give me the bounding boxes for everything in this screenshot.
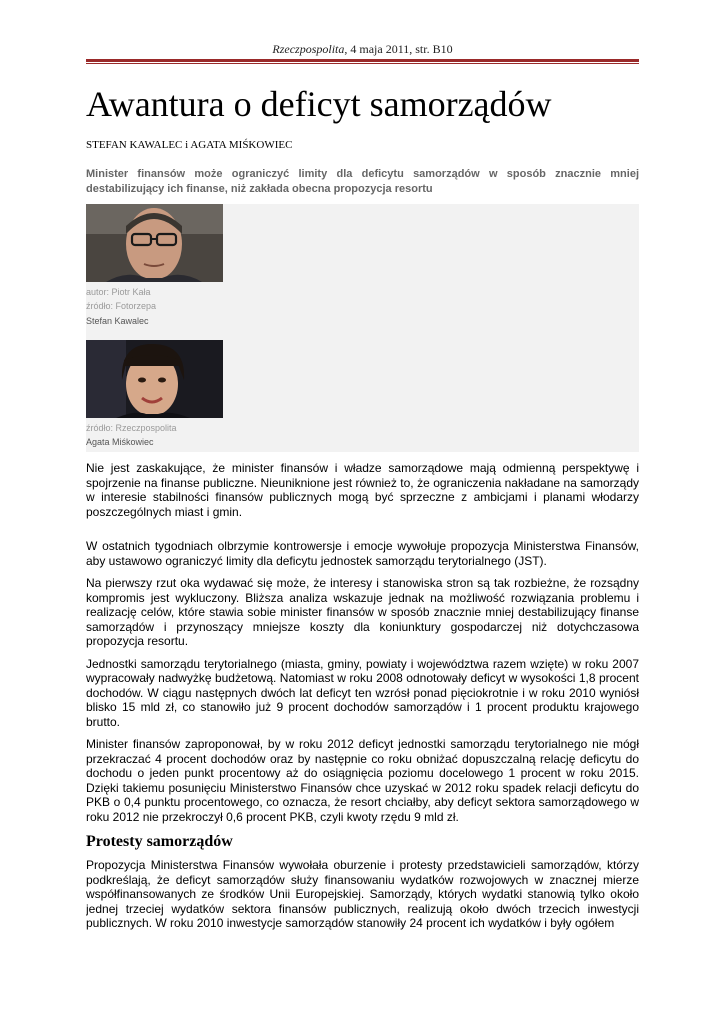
article-paragraph: Propozycja Ministerstwa Finansów wywołała oburzenie i protesty przedstawicieli samorządów, którzy podkreślają, że deficyt samorządów służy finansowaniu wydatków rozwojowych w znacznej mierze współfinansowanych ze środków Unii Europejskiej. Samorządy, których wydatki stanowią tylko około jednej trzeciej wydatków sektora finansów publicznych, realizują około dwóch trzecich inwestycji publicznych. W roku 2010 inwestycje samorządów stanowiły 24 procent ich wydatków i były ogółem [86, 858, 639, 930]
article-body [86, 461, 639, 939]
article-byline: STEFAN KAWALEC i AGATA MIŚKOWIEC [86, 139, 293, 151]
section-heading: Protesty samorządów [86, 833, 233, 850]
article-paragraph: Jednostki samorządu terytorialnego (miasta, gminy, powiaty i województwa razem wzięte) w roku 2007 wypracowały nadwyżkę budżetową. Natomiast w roku 2008 odnotowały deficyt w wysokości 1,8 procent dochodów. W ciągu następnych dwóch lat deficyt ten wzrósł ponad pięciokrotnie i w roku 2010 wyniósł blisko 15 mld zł, co stanowiło już 9 procent dochodów samorządów i 1 procent produktu krajowego brutto. [86, 656, 639, 729]
article-paragraph: Nie jest zaskakujące, że minister finansów i władze samorządowe mają odmienną perspektywę i spojrzenie na finanse publiczne. Nieuniknione jest również to, że ograniczenia nakładane na samorządy w interesie stabilności finansów publicznych mogą być sprzeczne z ambicjami i planami włodarzy poszczególnych miast i gmin. [86, 461, 639, 519]
photo2-source: źródło: Rzeczpospolita [86, 423, 177, 433]
issue-info: , 4 maja 2011, str. B10 [344, 42, 453, 56]
article-paragraph: Minister finansów zaproponował, by w roku 2012 deficyt jednostki samorządu terytorialnego nie mógł przekraczać 4 procent dochodów oraz by następnie co roku obniżać dopuszczalną relację deficytu do dochodu o jeden punkt procentowy aż do osiągnięcia poziomu docelowego 1 procent w roku 2015. Dzięki takiemu posunięciu Ministerstwo Finansów chce uzyskać w 2012 roku spadek relacji deficytu do PKB o 0,4 punktu procentowego, co oznacza, że resort chciałby, aby deficyt sektora samorządowego w roku 2012 nie przekroczył 0,6 procent PKB, czyli kwoty rzędu 9 mld zł. [86, 737, 639, 824]
article-clip [86, 0, 639, 947]
publication-name: Rzeczpospolita [272, 42, 345, 56]
photo2-name: Agata Miśkowiec [86, 437, 154, 447]
photo1-source: źródło: Fotorzepa [86, 301, 157, 311]
photo1-author: autor: Piotr Kała [86, 287, 151, 297]
article-paragraph: W ostatnich tygodniach olbrzymie kontrowersje i emocje wywołuje propozycja Ministerstwa Finansów, aby ustawowo ograniczyć limity dla deficytu jednostek samorządu terytorialnego (JST). [86, 539, 639, 568]
article-lead: Minister finansów może ograniczyć limity dla deficytu samorządów w sposób znacznie mniej destabilizujący ich finanse, niż zakłada obecna propozycja resortu [86, 168, 639, 195]
photo1-name: Stefan Kawalec [86, 316, 149, 326]
article-title: Awantura o deficyt samorządów [86, 84, 552, 124]
article-paragraph: Na pierwszy rzut oka wydawać się może, że interesy i stanowiska stron są tak rozbieżne, że rozsądny kompromis jest wykluczony. Bliższa analiza wskazuje jednak na możliwość rozwiązania problemu i realizację celów, które stawia sobie minister finansów w sposób znacznie mniej destabilizujący finanse samorządów i przynoszący mniejsze koszty dla koniunktury gospodarczej niż dotychczasowa propozycja resortu. [86, 576, 639, 648]
